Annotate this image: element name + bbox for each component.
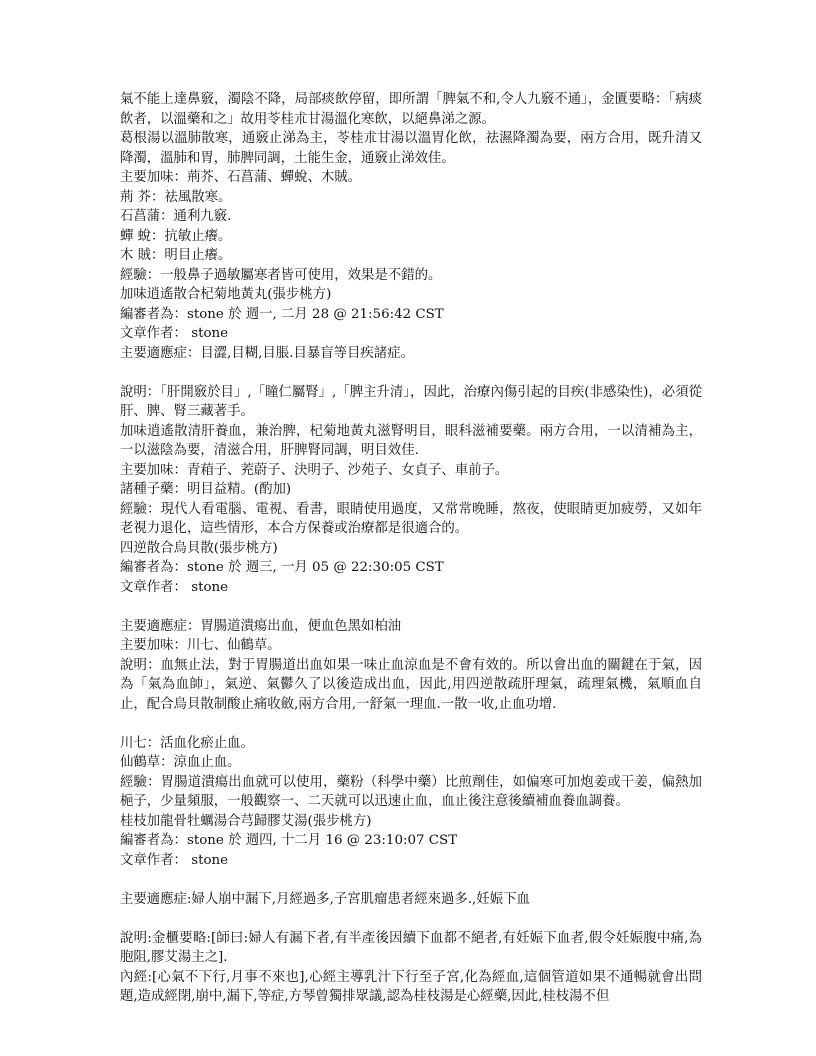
herb-note: 蟬 蛻：抗敏止癢。 xyxy=(120,228,232,244)
paragraph-intro-2: 葛根湯以溫肺散寒，通竅止涕為主，苓桂朮甘湯以溫胃化飲，祛濕降濁為要，兩方合用，既升清又降濁，溫肺和胃，肺脾同調，土能生金，通竅止涕效佳。 xyxy=(120,131,702,166)
indications: 主要適應症:婦人崩中漏下,月經過多,子宮肌瘤患者經來過多.,妊娠下血 xyxy=(120,891,530,907)
article-title: 桂枝加龍骨牡蠣湯合芎歸膠艾湯(張步桃方) xyxy=(120,813,372,829)
herb-note: 諸種子藥：明目益精。(酌加) xyxy=(120,482,292,497)
herb-note: 木 賊：明目止癢。 xyxy=(120,248,232,263)
article-author: 文章作者： stone xyxy=(120,579,229,595)
explanation: 內經:[心氣不下行,月事不來也],心經主導乳汁下行至子宮,化為經血,這個管道如果不通暢就會出問題,造成經閉,崩中,漏下,等症,方琴曾獨排眾議,認為桂枝湯是心經藥,因此,桂枝湯不但 xyxy=(120,969,702,1004)
article-editor-meta: 編審者為：stone 於 週四, 十二月 16 @ 23:10:07 CST xyxy=(120,833,458,848)
indications: 主要適應症：目澀,目糊,目脹.目暴盲等目疾諸症。 xyxy=(120,345,414,361)
spacer xyxy=(120,870,702,890)
herb-note: 石菖蒲：通利九竅. xyxy=(120,209,232,224)
explanation: 說明：「肝開竅於目」,「瞳仁屬腎」,「脾主升清」，因此，治療內傷引起的目疾(非感染性)，必須從肝、脾、腎三藏著手。 xyxy=(120,384,702,419)
herb-note: 川七：活血化瘀止血。 xyxy=(120,735,254,751)
article-author: 文章作者： stone xyxy=(120,852,229,868)
herb-additions: 主要加味：川七、仙鶴草。 xyxy=(120,638,281,653)
herb-note: 荊 芥：祛風散寒。 xyxy=(120,189,232,205)
spacer xyxy=(120,363,702,383)
experience-note: 經驗：胃腸道潰瘍出血就可以使用，藥粉（科學中藥）比煎劑佳，如偏寒可加炮姜或干姜，偏熱加梔子，少量頻服，一般觀察一、二天就可以迅速止血，血止後注意後續補血養血調養。 xyxy=(120,774,702,809)
spacer xyxy=(120,597,702,617)
paragraph-intro-1: 氣不能上達鼻竅，濁陰不降，局部痰飲停留，即所謂「脾氣不和,令人九竅不通」，金匱要略：「病痰飲者，以溫藥和之」故用苓桂朮甘湯溫化寒飲，以絕鼻涕之源。 xyxy=(120,92,702,127)
herb-additions: 主要加味：青葙子、茺蔚子、決明子、沙苑子、女貞子、車前子。 xyxy=(120,462,509,478)
document-page xyxy=(120,90,702,1007)
explanation: 加味逍遙散清肝養血，兼治脾，杞菊地黃丸滋腎明目，眼科滋補要藥。兩方合用，一以清補為主，一以滋陰為要，清滋合用，肝脾腎同調，明目效佳. xyxy=(120,423,702,458)
herb-additions: 主要加味：荊芥、石菖蒲、蟬蛻、木賊。 xyxy=(120,170,362,185)
spacer xyxy=(120,909,702,929)
explanation: 說明：血無止法，對于胃腸道出血如果一味止血涼血是不會有效的。所以會出血的關鍵在于氣，因為「氣為血帥」，氣逆、氣鬱久了以後造成出血，因此,用四逆散疏肝理氣，疏理氣機，氣順血自止，配合烏貝散制酸止痛收斂,兩方合用,一舒氣一理血.一散一收,止血功增. xyxy=(120,657,702,712)
experience-note: 經驗：現代人看電腦、電視、看書，眼睛使用過度，又常常晚睡，熬夜，使眼睛更加疲勞，又如年老視力退化，這些情形，本合方保養或治療都是很適合的。 xyxy=(120,501,702,536)
article-title: 四逆散合烏貝散(張步桃方) xyxy=(120,540,278,556)
article-editor-meta: 編審者為：stone 於 週三, 一月 05 @ 22:30:05 CST xyxy=(120,560,444,575)
experience-note: 經驗：一般鼻子過敏屬寒者皆可使用，效果是不錯的。 xyxy=(120,267,442,283)
herb-note: 仙鶴草：涼血止血。 xyxy=(120,755,241,770)
indications: 主要適應症：胃腸道潰瘍出血，便血色黑如柏油 xyxy=(120,618,402,634)
article-editor-meta: 編審者為：stone 於 週一, 二月 28 @ 21:56:42 CST xyxy=(120,306,444,322)
article-title: 加味逍遙散合杞菊地黃丸(張步桃方) xyxy=(120,287,332,302)
explanation: 說明:金櫃要略:[師曰:婦人有漏下者,有半產後因續下血都不絕者,有妊娠下血者,假令妊娠腹中痛,為胞阻,膠艾湯主之]. xyxy=(120,930,702,965)
article-author: 文章作者： stone xyxy=(120,326,229,341)
spacer xyxy=(120,714,702,734)
